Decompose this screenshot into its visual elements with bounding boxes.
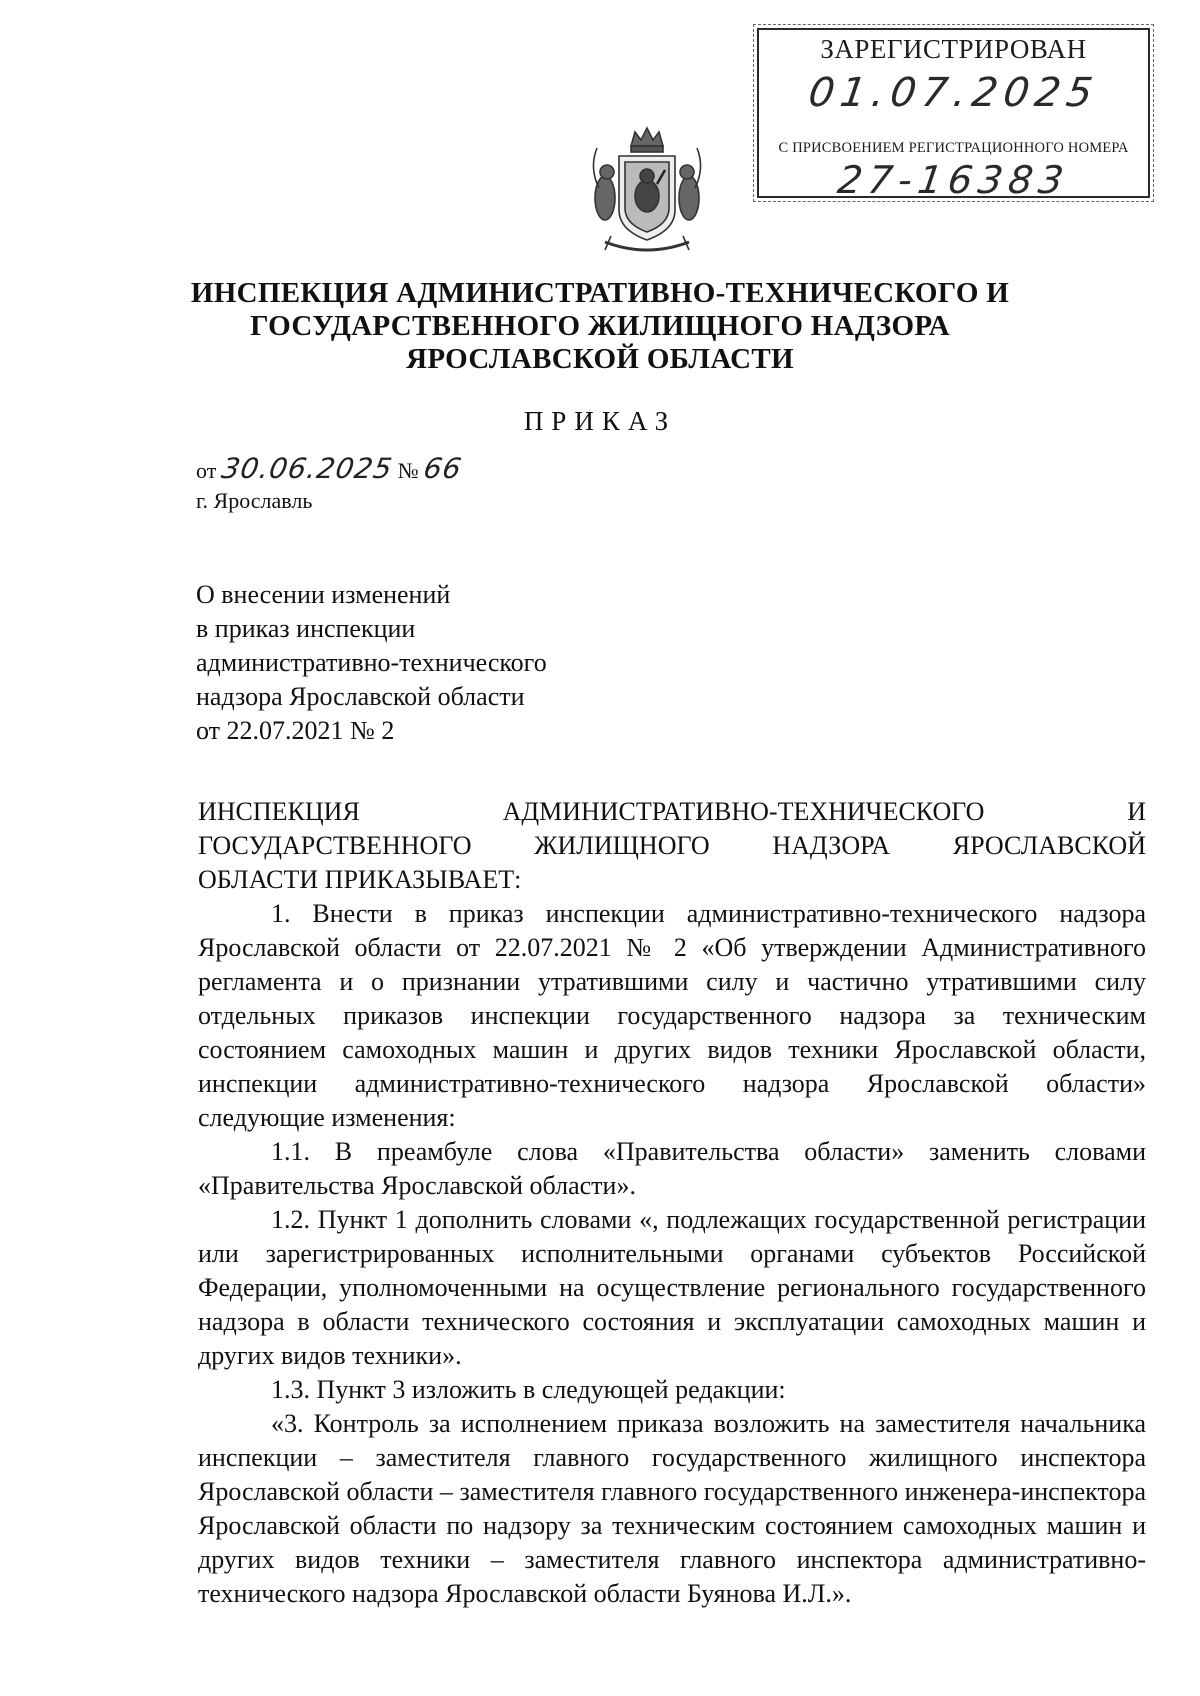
- subject-line-1: О внесении изменений: [196, 580, 451, 609]
- org-title-line-3: ЯРОСЛАВСКОЙ ОБЛАСТИ: [406, 343, 794, 375]
- lead-word: ЖИЛИЩНОГО: [534, 831, 710, 860]
- lead-word: АДМИНИСТРАТИВНО-ТЕХНИЧЕСКОГО: [502, 797, 985, 826]
- subject-line-2: в приказ инспекции: [196, 614, 416, 643]
- city: г. Ярославль: [196, 488, 313, 513]
- subject-line-3: административно-технического: [196, 648, 547, 677]
- handwritten-date: 30.06.2025: [218, 452, 396, 485]
- lead-word: И: [1127, 797, 1146, 826]
- handwritten-number: 66: [421, 452, 465, 485]
- lead-word: НАДЗОРА: [772, 831, 891, 860]
- document-body: [198, 795, 1146, 1611]
- coat-of-arms-icon: [585, 118, 709, 256]
- paragraph-quoted-3: «3. Контроль за исполнением приказа возложить на заместителя начальника инспекции – заместителя главного государственного жилищного инспектора Ярославской области – заместителя главного государственного инженера-инспектора Ярославской области по надзору за техническим состоянием самоходных машин и других видов техники – заместителя главного инспектора административно-технического надзора Ярославской области Буянова И.Л.».: [198, 1409, 1146, 1608]
- org-title-line-2: ГОСУДАРСТВЕННОГО ЖИЛИЩНОГО НАДЗОРА: [250, 310, 950, 342]
- registration-stamp: [757, 28, 1150, 202]
- paragraph-1-2: 1.2. Пункт 1 дополнить словами «, подлежащих государственной регистрации или зарегистрированных исполнительными органами субъектов Российской Федерации, уполномоченными на осуществление регионального государственного надзора в области технического состояния и эксплуатации самоходных машин и других видов техники».: [198, 1205, 1146, 1370]
- paragraph-1-1: 1.1. В преамбуле слова «Правительства области» заменить словами «Правительства Ярославской области».: [198, 1137, 1146, 1200]
- document-subject: [196, 578, 716, 748]
- org-title-line-1: ИНСПЕКЦИЯ АДМИНИСТРАТИВНО-ТЕХНИЧЕСКОГО И: [190, 277, 1010, 309]
- subject-line-4: надзора Ярославской области: [196, 682, 525, 711]
- document-type: ПРИКАЗ: [523, 406, 677, 436]
- lead-line-2: [198, 829, 1146, 863]
- stamp-title: ЗАРЕГИСТРИРОВАН: [820, 34, 1087, 64]
- stamp-date: 01.07.2025: [805, 70, 1102, 116]
- date-number-line: [196, 452, 465, 485]
- lead-word: ЯРОСЛАВСКОЙ: [952, 831, 1146, 860]
- lead-line-3: ОБЛАСТИ ПРИКАЗЫВАЕТ:: [198, 865, 522, 894]
- lead-word: ГОСУДАРСТВЕННОГО: [198, 831, 472, 860]
- stamp-subtitle: С ПРИСВОЕНИЕМ РЕГИСТРАЦИОННОГО НОМЕРА: [778, 140, 1129, 156]
- organization-title: [150, 277, 1050, 376]
- paragraph-1-3: 1.3. Пункт 3 изложить в следующей редакции:: [271, 1375, 786, 1404]
- stamp-registration-number: 27-16383: [834, 158, 1073, 202]
- number-label: №: [397, 458, 419, 483]
- subject-line-5: от 22.07.2021 № 2: [196, 716, 395, 745]
- from-label: от: [196, 458, 217, 483]
- lead-word: ИНСПЕКЦИЯ: [198, 797, 360, 826]
- paragraph-1: 1. Внести в приказ инспекции административно-технического надзора Ярославской области от 22.07.2021 № 2 «Об утверждении Административного регламента и о признании утратившими силу и частично утратившими силу отдельных приказов инспекции государственного надзора за техническим состоянием самоходных машин и других видов техники Ярославской области, инспекции административно-технического надзора Ярославской области» следующие изменения:: [198, 899, 1146, 1132]
- lead-line-1: [198, 795, 1146, 829]
